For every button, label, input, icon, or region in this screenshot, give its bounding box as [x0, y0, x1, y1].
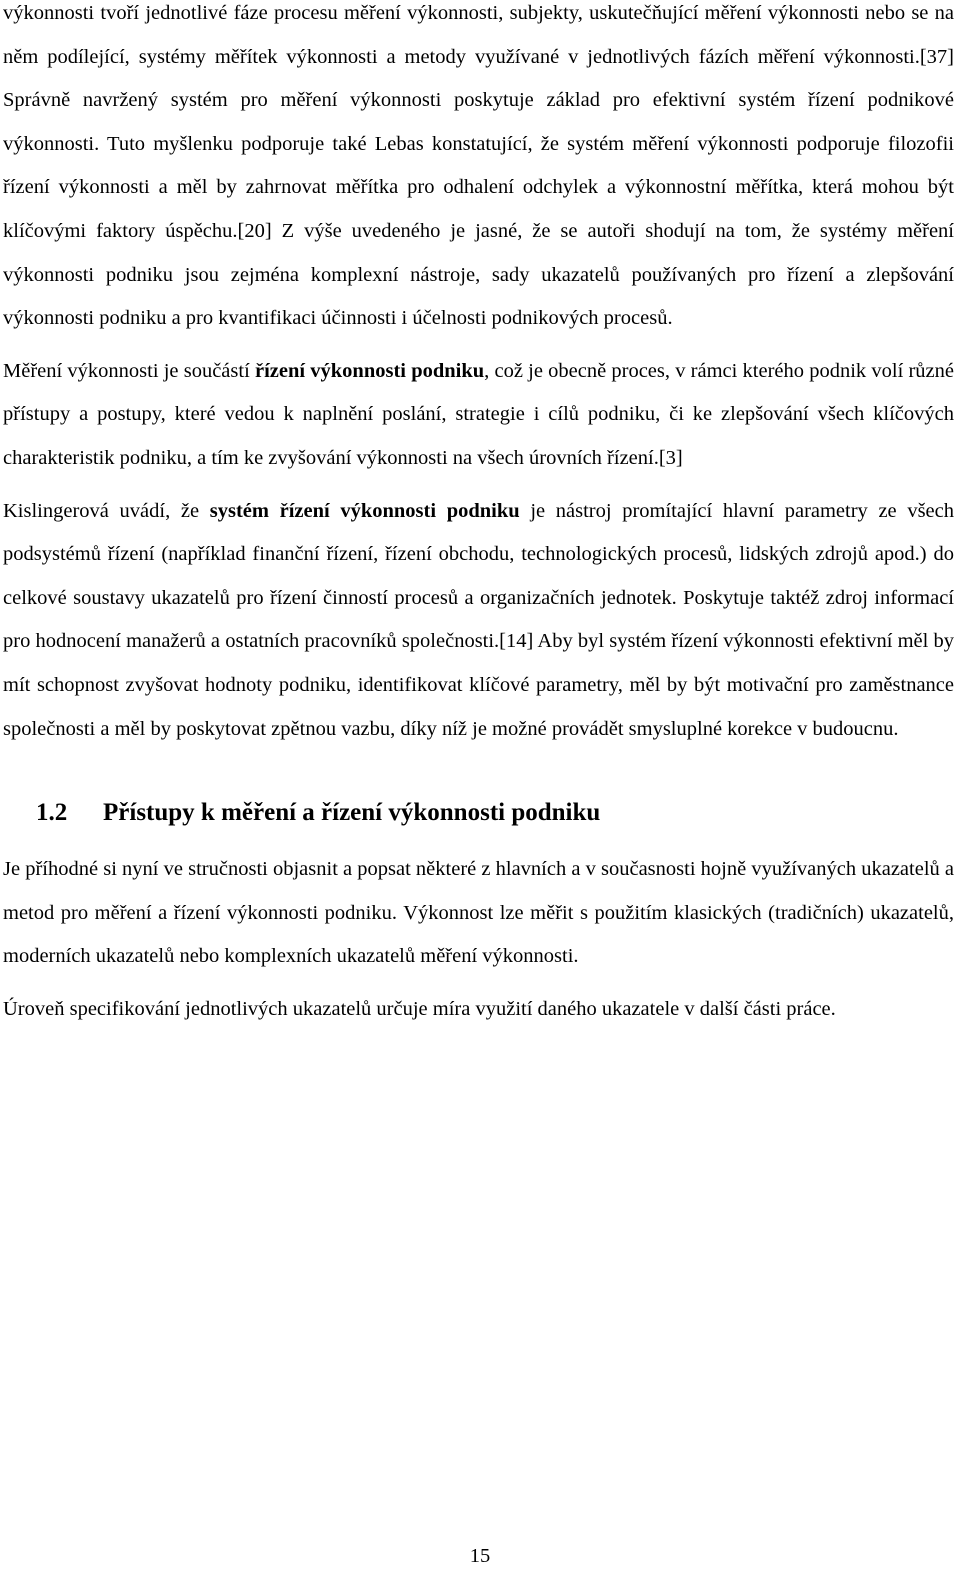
section-title: Přístupy k měření a řízení výkonnosti podniku	[103, 799, 601, 827]
body-paragraph: Je příhodné si nyní ve stručnosti objasnit a popsat některé z hlavních a v současnosti hojně využívaných ukazatelů a metod pro měření a řízení výkonnosti podniku. Výkonnost lze měřit s použitím klasických (tradičních) ukazatelů, moderních ukazatelů nebo komplexních ukazatelů měření výkonnosti.	[3, 858, 954, 968]
bold-term: řízení výkonnosti podniku	[254, 359, 485, 382]
section-heading	[36, 797, 954, 829]
paragraph-text: , což je obecně proces, v rámci kterého podnik volí různé přístupy a postupy, které vedou k naplnění poslání, strategie i cílů podniku, či ke zlepšování všech klíčových charakteristik podniku, a tím ke zvyšování výkonnosti na všech úrovních řízení.[3]	[3, 359, 954, 469]
page-number: 15	[469, 1545, 491, 1567]
bold-term: systém řízení výkonnosti podniku	[209, 499, 520, 522]
document-page	[3, 0, 954, 1031]
section-number: 1.2	[36, 799, 68, 827]
paragraph-text: je nástroj promítající hlavní parametry ze všech podsystémů řízení (například finanční řízení, řízení obchodu, technologických procesů, lidských zdrojů apod.) do celkové soustavy ukazatelů pro řízení činností procesů a organizačních jednotek. Poskytuje taktéž zdroj informací pro hodnocení manažerů a ostatních pracovníků společnosti.[14] Aby byl systém řízení výkonnosti efektivní měl by mít schopnost zvyšovat hodnoty podniku, identifikovat klíčové parametry, měl by být motivační pro zaměstnance společnosti a měl by poskytovat zpětnou vazbu, díky níž je možné provádět smysluplné korekce v budoucnu.	[3, 499, 954, 740]
body-paragraph: výkonnosti tvoří jednotlivé fáze procesu měření výkonnosti, subjekty, uskutečňující měření výkonnosti nebo se na něm podílející, systémy měřítek výkonnosti a metody využívané v jednotlivých fázích měření výkonnosti.[37] Správně navržený systém pro měření výkonnosti poskytuje základ pro efektivní systém řízení podnikové výkonnosti. Tuto myšlenku podporuje také Lebas konstatující, že systém měření výkonnosti podporuje filozofii řízení výkonnosti a měl by zahrnovat měřítka pro odhalení odchylek a výkonnostní měřítka, která mohou být klíčovými faktory úspěchu.[20] Z výše uvedeného je jasné, že se autoři shodují na tom, že systémy měření výkonnosti podniku jsou zejména komplexní nástroje, sady ukazatelů používaných pro řízení a zlepšování výkonnosti podniku a pro kvantifikaci účinnosti i účelnosti podnikových procesů.	[3, 2, 954, 330]
paragraph-text: Měření výkonnosti je součástí	[3, 359, 255, 382]
paragraph-text: Kislingerová uvádí, že	[3, 499, 210, 522]
body-paragraph	[3, 350, 954, 481]
body-paragraph	[3, 490, 954, 752]
body-paragraph: Úroveň specifikování jednotlivých ukazatelů určuje míra využití daného ukazatele v další části práce.	[3, 997, 836, 1020]
